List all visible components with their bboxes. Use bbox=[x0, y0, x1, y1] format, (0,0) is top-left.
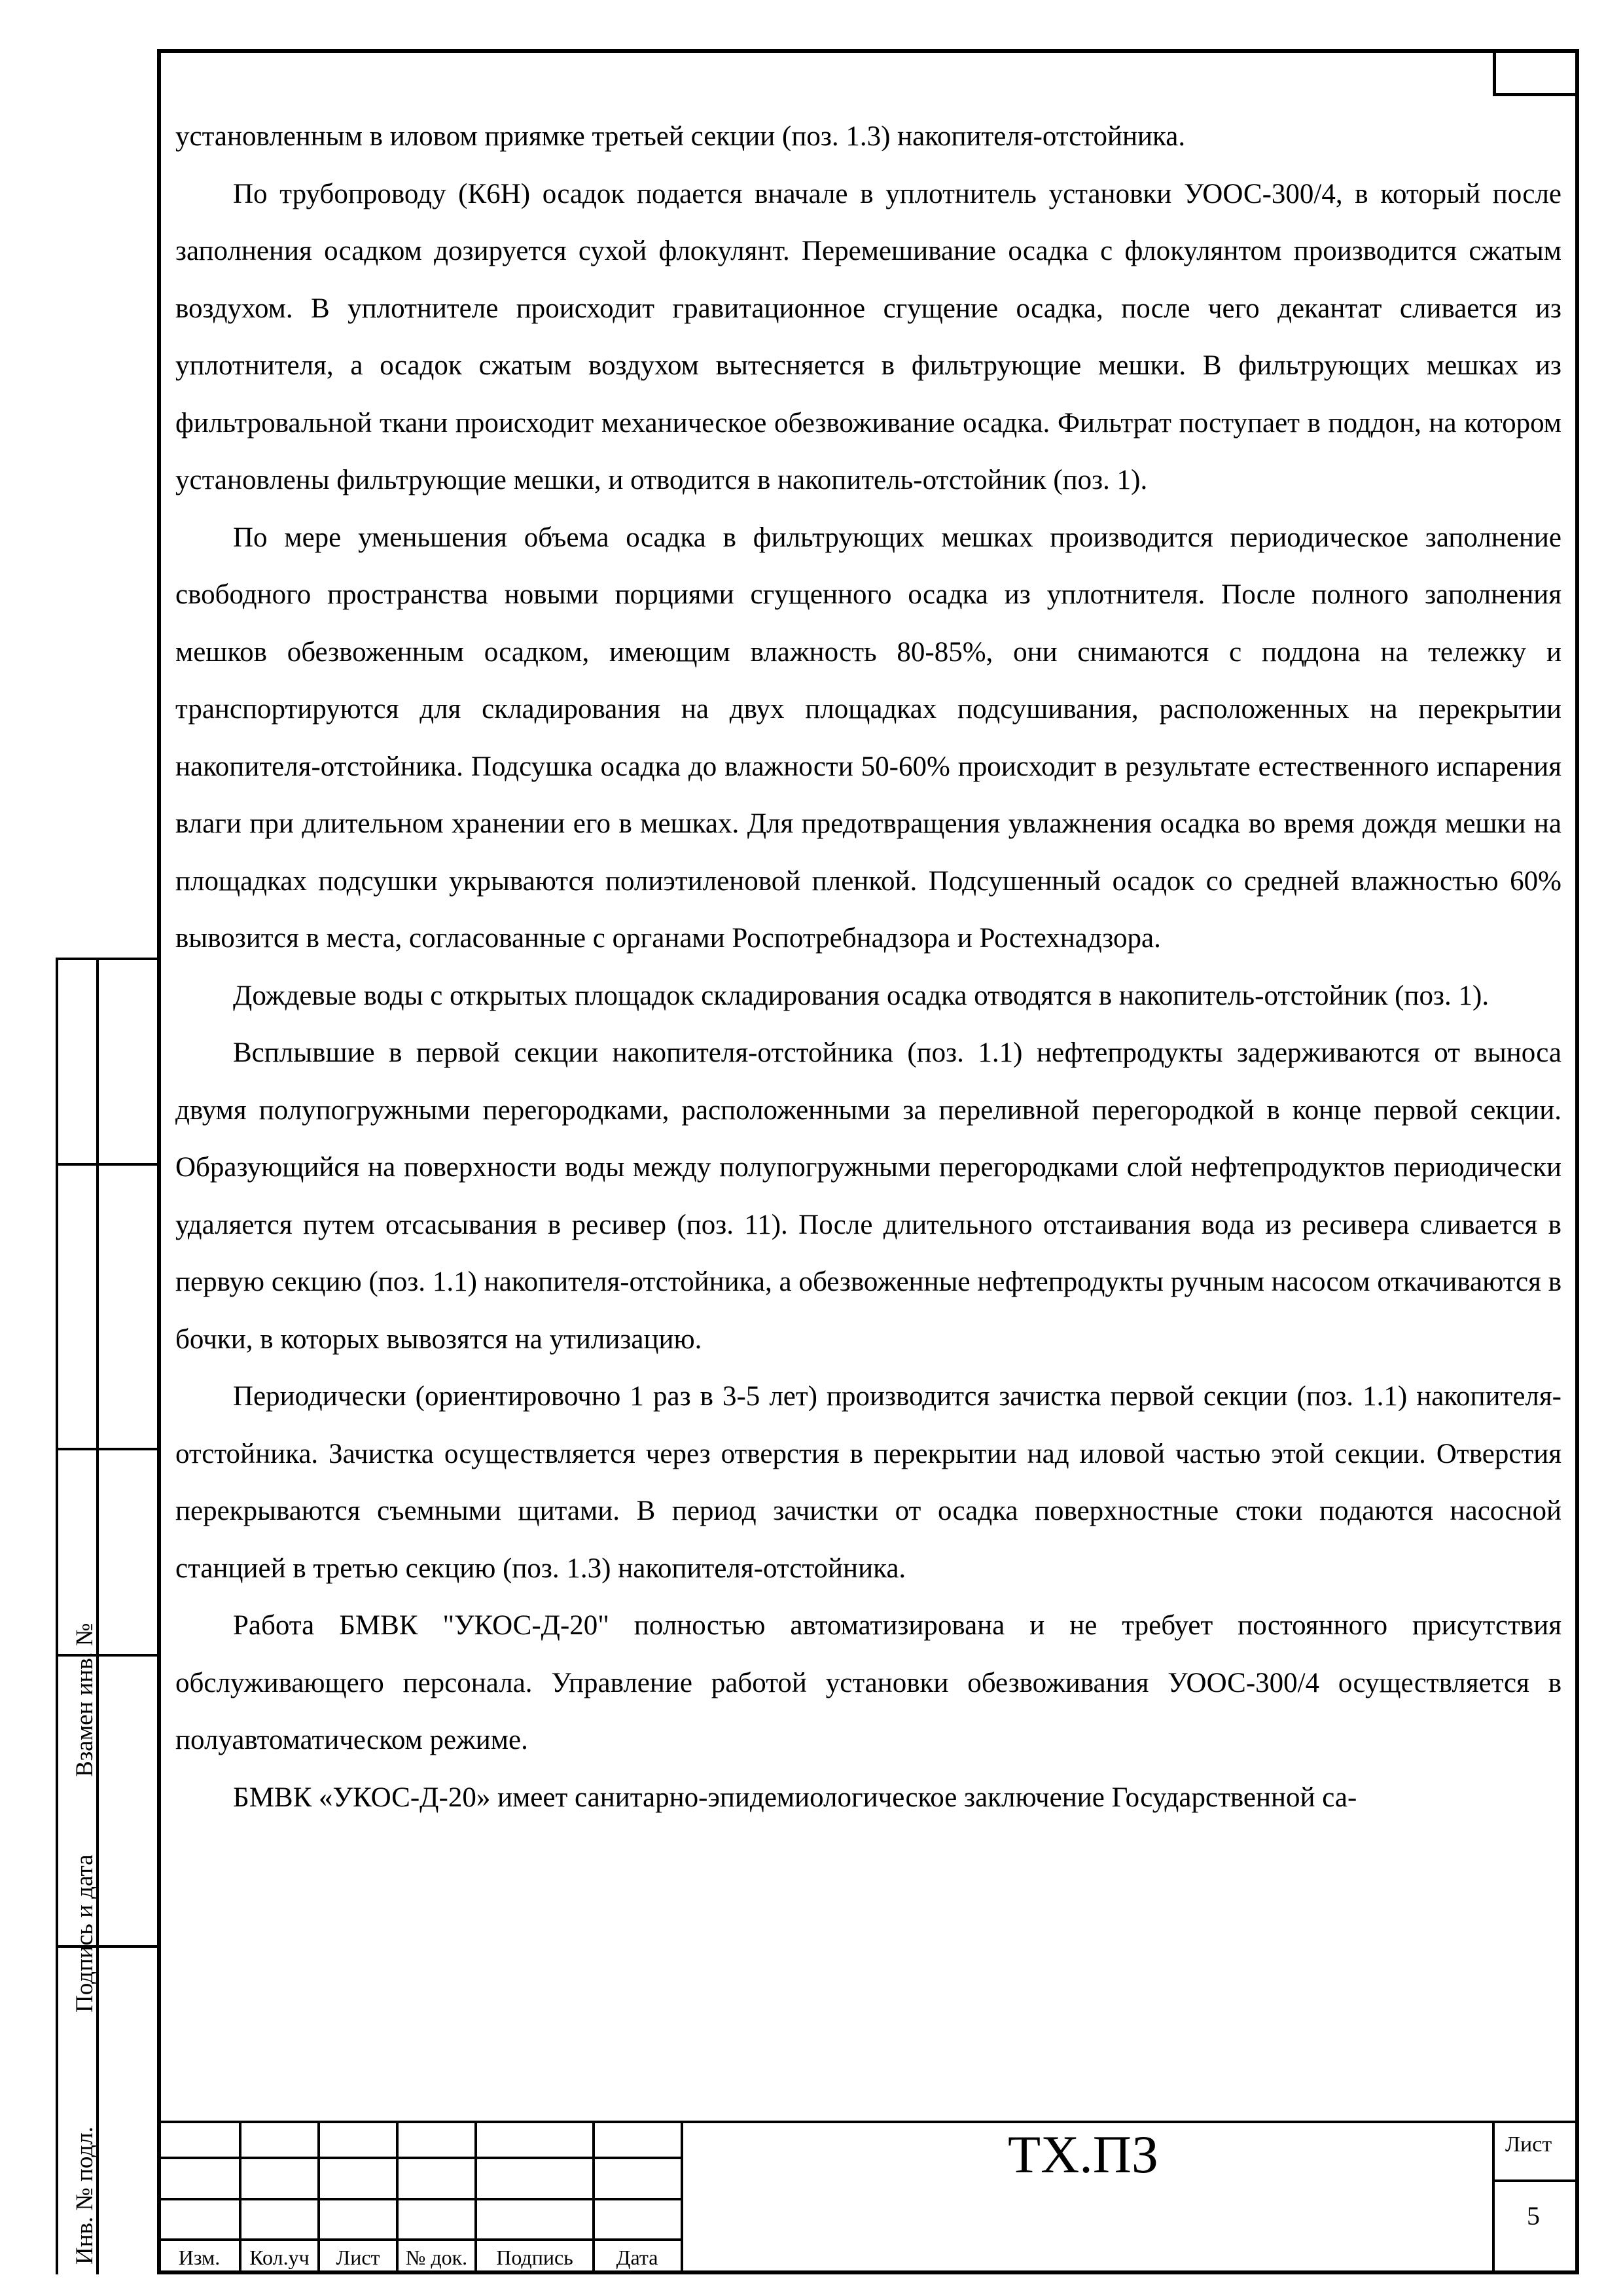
tb-line bbox=[1492, 2121, 1495, 2274]
document-code: ТХ.ПЗ bbox=[1008, 2125, 1159, 2184]
paragraph: БМВК «УКОС-Д-20» имеет санитарно-эпидемиологическое заключение Государственной са- bbox=[233, 1782, 1357, 1813]
col-change: Изм. bbox=[178, 2246, 221, 2269]
tb-line bbox=[157, 2198, 681, 2200]
sheet-number: 5 bbox=[1527, 2201, 1540, 2231]
col-signature: Подпись bbox=[496, 2246, 573, 2269]
tb-line bbox=[681, 2121, 683, 2274]
sheet-label: Лист bbox=[1505, 2132, 1552, 2157]
paragraph: установленным в иловом приямке третьей секции (поз. 1.3) накопителя-отстойника. bbox=[175, 121, 1186, 152]
corner-stamp-box bbox=[1493, 49, 1579, 96]
paragraph: Работа БМВК "УКОС-Д-20" полностью автоматизирована и не требует постоянного присутствия обслуживающего персонала. Управление работой установки обезвоживания УООС-300/4 осуществляется в полуавтоматическом режиме. bbox=[175, 1610, 1561, 1755]
signature-date-label: Подпись и дата bbox=[71, 1854, 98, 2013]
paragraph: По трубопроводу (К6Н) осадок подается вначале в уплотнитель установки УООС-300/4, в который после заполнения осадком дозируется сухой флокулянт. Перемешивание осадка с флокулянтом производится сжатым воздухом. В уплотнителе происходит гравитационное сгущение осадка, после чего декантат сливается из уплотнителя, а осадок сжатым воздухом вытесняется в фильтрующие мешки. В фильтрующих мешках из фильтровальной ткани происходит механическое обезвоживание осадка. Фильтрат поступает в поддон, на котором установлены фильтрующие мешки, и отводится в накопитель-отстойник (поз. 1). bbox=[175, 178, 1561, 495]
tb-line bbox=[157, 2157, 681, 2159]
tb-line bbox=[157, 2238, 681, 2241]
paragraph: Дождевые воды с открытых площадок складирования осадка отводятся в накопитель-отстойник (поз. 1). bbox=[233, 980, 1489, 1011]
col-qty: Кол.уч bbox=[249, 2246, 310, 2269]
margin-divider bbox=[96, 960, 99, 2274]
tb-line bbox=[157, 2121, 1579, 2123]
replace-inv-label: Взамен инв. № bbox=[71, 1623, 98, 1777]
paragraph: По мере уменьшения объема осадка в фильтрующих мешках производится периодическое заполнение свободного пространства новыми порциями сгущенного осадка из уплотнителя. После полного заполнения мешков обезвоженным осадком, имеющим влажность 80-85%, они снимаются с поддона на тележку и транспортируются для складирования на двух площадках подсушивания, расположенных на перекрытии накопителя-отстойника. Подсушка осадка до влажности 50-60% происходит в результате естественного испарения влаги при длительном хранении его в мешках. Для предотвращения увлажнения осадка во время дождя мешки на площадках подсушки укрываются полиэтиленовой пленкой. Подсушенный осадок со средней влажностью 60% вывозится в места, согласованные с органами Роспотребнадзора и Ростехнадзора. bbox=[175, 522, 1561, 954]
paragraph: Всплывшие в первой секции накопителя-отстойника (поз. 1.1) нефтепродукты задерживаются от выноса двумя полупогружными перегородками, расположенными за переливной перегородкой в конце первой секции. Образующийся на поверхности воды между полупогружными перегородками слой нефтепродуктов периодически удаляется путем отсасывания в ресивер (поз. 11). После длительного отстаивания вода из ресивера сливается в первую секцию (поз. 1.1) накопителя-отстойника, а обезвоженные нефтепродукты ручным насосом откачиваются в бочки, в которых вывозятся на утилизацию. bbox=[175, 1037, 1561, 1355]
col-sheet: Лист bbox=[336, 2246, 380, 2269]
paragraph: Периодически (ориентировочно 1 раз в 3-5 лет) производится зачистка первой секции (поз. 1.1) накопителя-отстойника. Зачистка осуществляется через отверстия в перекрытии над иловой частью этой секции. Отверстия перекрываются съемными щитами. В период зачистки от осадка поверхностные стоки подаются насосной станцией в третью секцию (поз. 1.3) накопителя-отстойника. bbox=[175, 1381, 1561, 1584]
tb-line bbox=[1492, 2179, 1579, 2182]
inv-orig-label: Инв. № подл. bbox=[71, 2126, 98, 2265]
binding-margin-table bbox=[56, 958, 157, 2274]
col-date: Дата bbox=[616, 2246, 658, 2269]
margin-row-line bbox=[58, 1163, 157, 1166]
margin-row-line bbox=[58, 1448, 157, 1450]
col-doc-no: № док. bbox=[405, 2246, 468, 2269]
document-body bbox=[175, 108, 1561, 1826]
